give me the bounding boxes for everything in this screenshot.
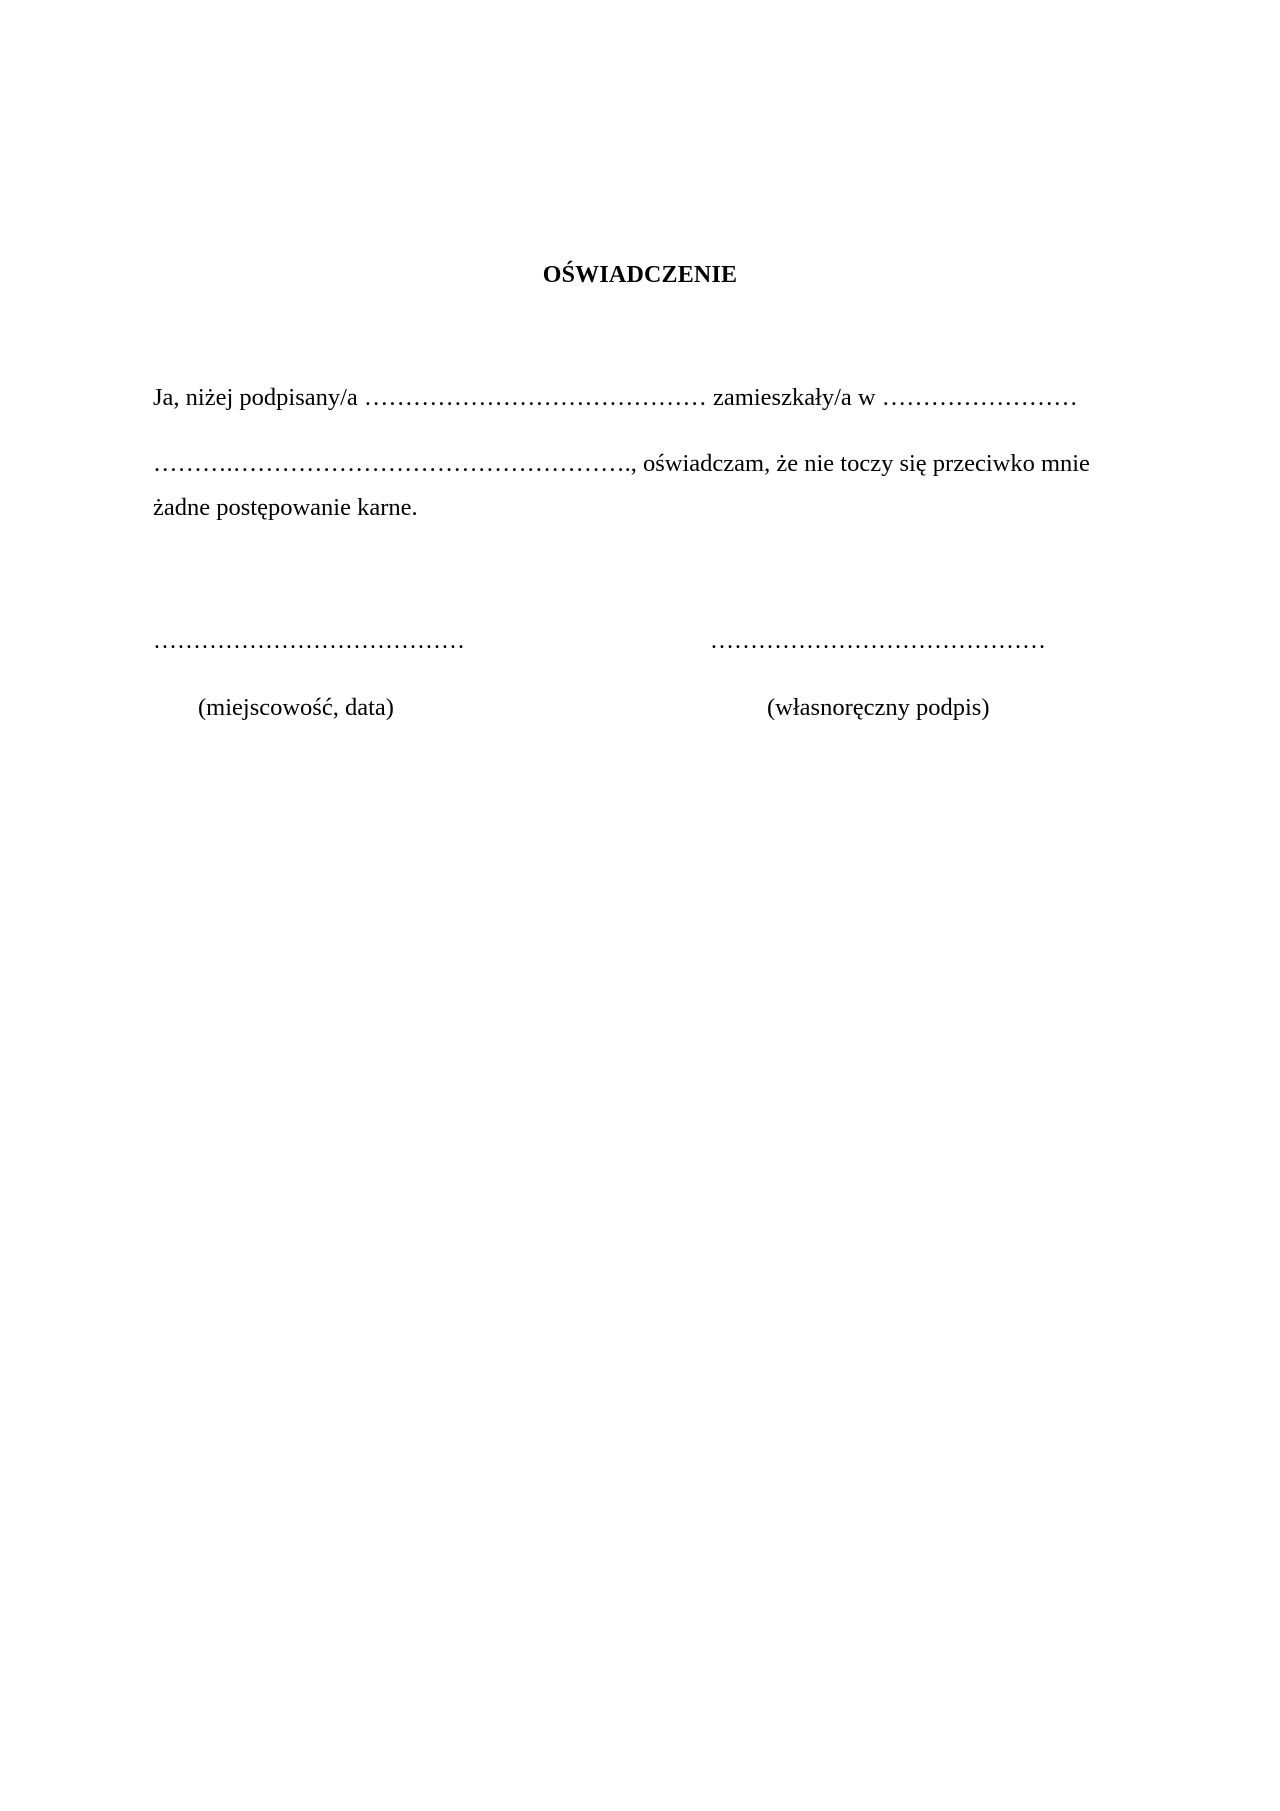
signature-field: …………………………………… (710, 628, 1046, 654)
statement-line-3: żadne postępowanie karne. (153, 494, 418, 521)
place-date-field: ………………………………… (153, 628, 465, 654)
signature-caption: (własnoręczny podpis) (767, 694, 990, 721)
document-title: OŚWIADCZENIE (542, 262, 738, 288)
statement-line-2: ……….…………………………………………., oświadczam, że nie toczy się przeciwko mnie (153, 450, 1090, 477)
statement-line-1: Ja, niżej podpisany/a …………………………………… zamieszkały/a w …………………… (153, 384, 1078, 411)
place-date-caption: (miejscowość, data) (198, 694, 394, 721)
